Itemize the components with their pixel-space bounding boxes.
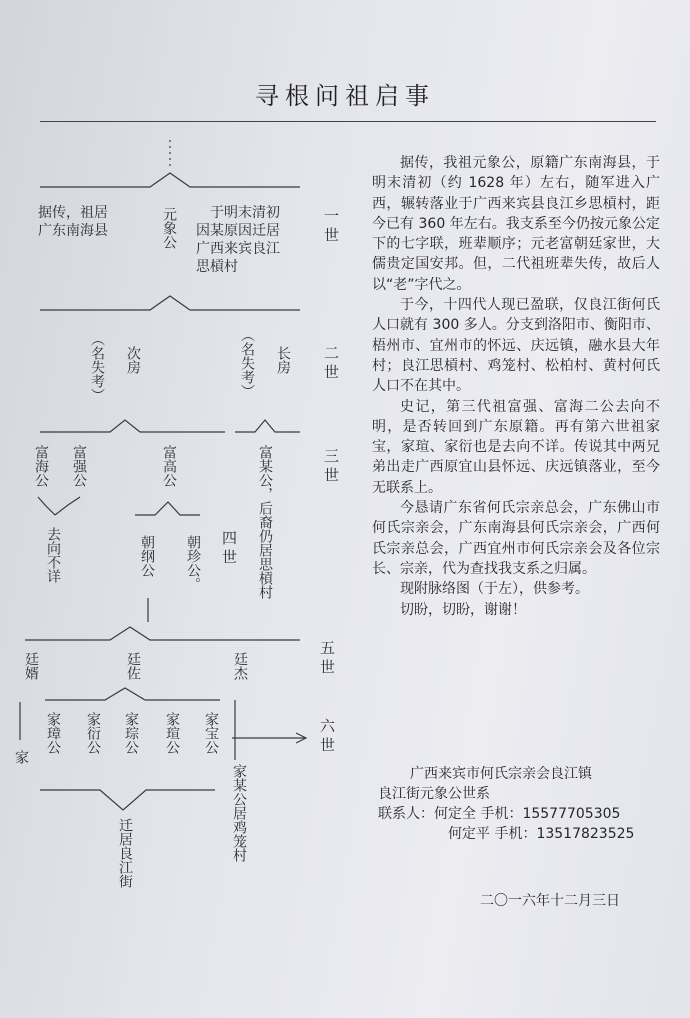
- gen-marker-3: 三世: [322, 448, 340, 486]
- notice-body: [372, 153, 660, 620]
- contact-org-line1: 广西来宾市何氏宗亲会良江镇: [410, 766, 592, 782]
- second-branch-note: （名失考）: [89, 332, 105, 402]
- node-tingzuo: 廷佐: [125, 652, 141, 680]
- node-second-branch: 次房: [125, 346, 141, 374]
- notice-date: 二〇一六年十二月三日: [480, 893, 620, 909]
- gen-marker-1: 一世: [322, 208, 340, 246]
- node-yuanxiang: 元象公: [161, 207, 177, 249]
- page-title: 寻根问祖启事: [255, 82, 435, 110]
- node-jiabao: 家宝公: [203, 712, 219, 754]
- migration-note-line3: 广西来宾良江: [196, 241, 280, 257]
- body-paragraph-6: 切盼，切盼，谢谢！: [400, 601, 526, 618]
- node-jiayan: 家衍公: [85, 712, 101, 754]
- moved-bracket: [40, 790, 215, 810]
- migration-note-line4: 思槓村: [196, 259, 238, 275]
- node-eldest-branch: 长房: [275, 346, 291, 374]
- moved-note: 迁居良江街: [117, 818, 133, 888]
- origin-note-line2: 广东南海县: [38, 223, 108, 239]
- gen-marker-2: 二世: [322, 345, 340, 383]
- node-fumou: 富某公，后裔仍居思槓村: [257, 445, 273, 599]
- gen-marker-5: 五世: [318, 640, 336, 678]
- contact-block: [378, 764, 678, 844]
- eldest-branch-note: （名失考）: [239, 328, 255, 398]
- unknown-fate-note: 去向不详: [45, 527, 61, 583]
- migration-note-line2: 因某原因迁居: [196, 223, 280, 239]
- node-chaozhen: 朝珍公。: [185, 535, 201, 591]
- contact-person-2: 何定平 手机：13517823525: [448, 826, 635, 842]
- migration-note-line1: 于明末清初: [210, 205, 280, 221]
- node-fuqiang: 富强公: [71, 445, 87, 487]
- node-jiacong: 家琮公: [123, 712, 139, 754]
- gen2-bracket: [40, 296, 300, 310]
- node-fugao: 富高公: [161, 445, 177, 487]
- node-tingxu: 廷婿: [23, 652, 39, 680]
- body-paragraph-5: 现附脉络图（于左），供参考。: [400, 581, 589, 598]
- gen-marker-6: 六世: [318, 718, 336, 756]
- node-chaogang: 朝纲公: [139, 535, 155, 577]
- gen1-bracket: [40, 173, 300, 187]
- gen3-left-bracket: [40, 420, 225, 432]
- node-jiazhang: 家璋公: [45, 712, 61, 754]
- gen4-bracket: [135, 502, 200, 515]
- body-paragraph-3: 史记，第三代祖富强、富海二公去向不明，是否转回到广东原籍。再有第六世祖家 宝，家瑄、家衍也是去向不详。传说其中两兄弟出走广西原宜山县怀远、庆远镇落业，至今无联系上。: [372, 398, 660, 496]
- node-fuhai: 富海公: [33, 445, 49, 487]
- body-paragraph-1: 据传，我祖元象公，原籍广东南海县，于明末清初（约 1628 年）左右，随军进入广西，辗转落业于广西来宾县良江乡思槓村，距今已有 360 年左右。我支系至今仍按元象公定下的七字联，班辈顺序；元老富朝廷家世，大儒贵定国安邦。但，二代祖班辈失传，故后人以“老”字代之。: [372, 155, 660, 293]
- contact-person-1: 联系人：何定全 手机：15577705305: [378, 806, 621, 822]
- gen3-right-bracket: [235, 420, 300, 432]
- gen-marker-4: 四世: [220, 530, 238, 568]
- node-jiaxuan: 家瑄公: [164, 712, 180, 754]
- unknown-bracket: [38, 497, 80, 515]
- node-tingjie: 廷杰: [232, 652, 248, 680]
- origin-note-line1: 据传，祖居: [38, 205, 108, 221]
- node-jia-left: 家: [13, 750, 29, 764]
- body-paragraph-4: 今恳请广东省何氏宗亲总会，广东佛山市何氏宗亲会，广东南海县何氏宗亲会，广西何氏宗亲总会，广西宜州市何氏宗亲会及各位宗长、宗亲，代为查找我支系之归属。: [372, 500, 660, 577]
- node-jiamou: 家某公居鸡笼村: [231, 764, 247, 862]
- tingzuo-bracket: [45, 688, 220, 700]
- gen5-bracket: [25, 627, 300, 640]
- body-paragraph-2: 于今，十四代人现已盈联，仅良江街何氏人口就有 300 多人。分支到洛阳市、衡阳市、梧州市、宜州市的怀远、庆远镇，融水县大年村；良江思槓村、鸡笼村、松柏村、黄村何氏人口不在其中。: [372, 297, 660, 395]
- contact-org-line2: 良江街元象公世系: [378, 786, 490, 802]
